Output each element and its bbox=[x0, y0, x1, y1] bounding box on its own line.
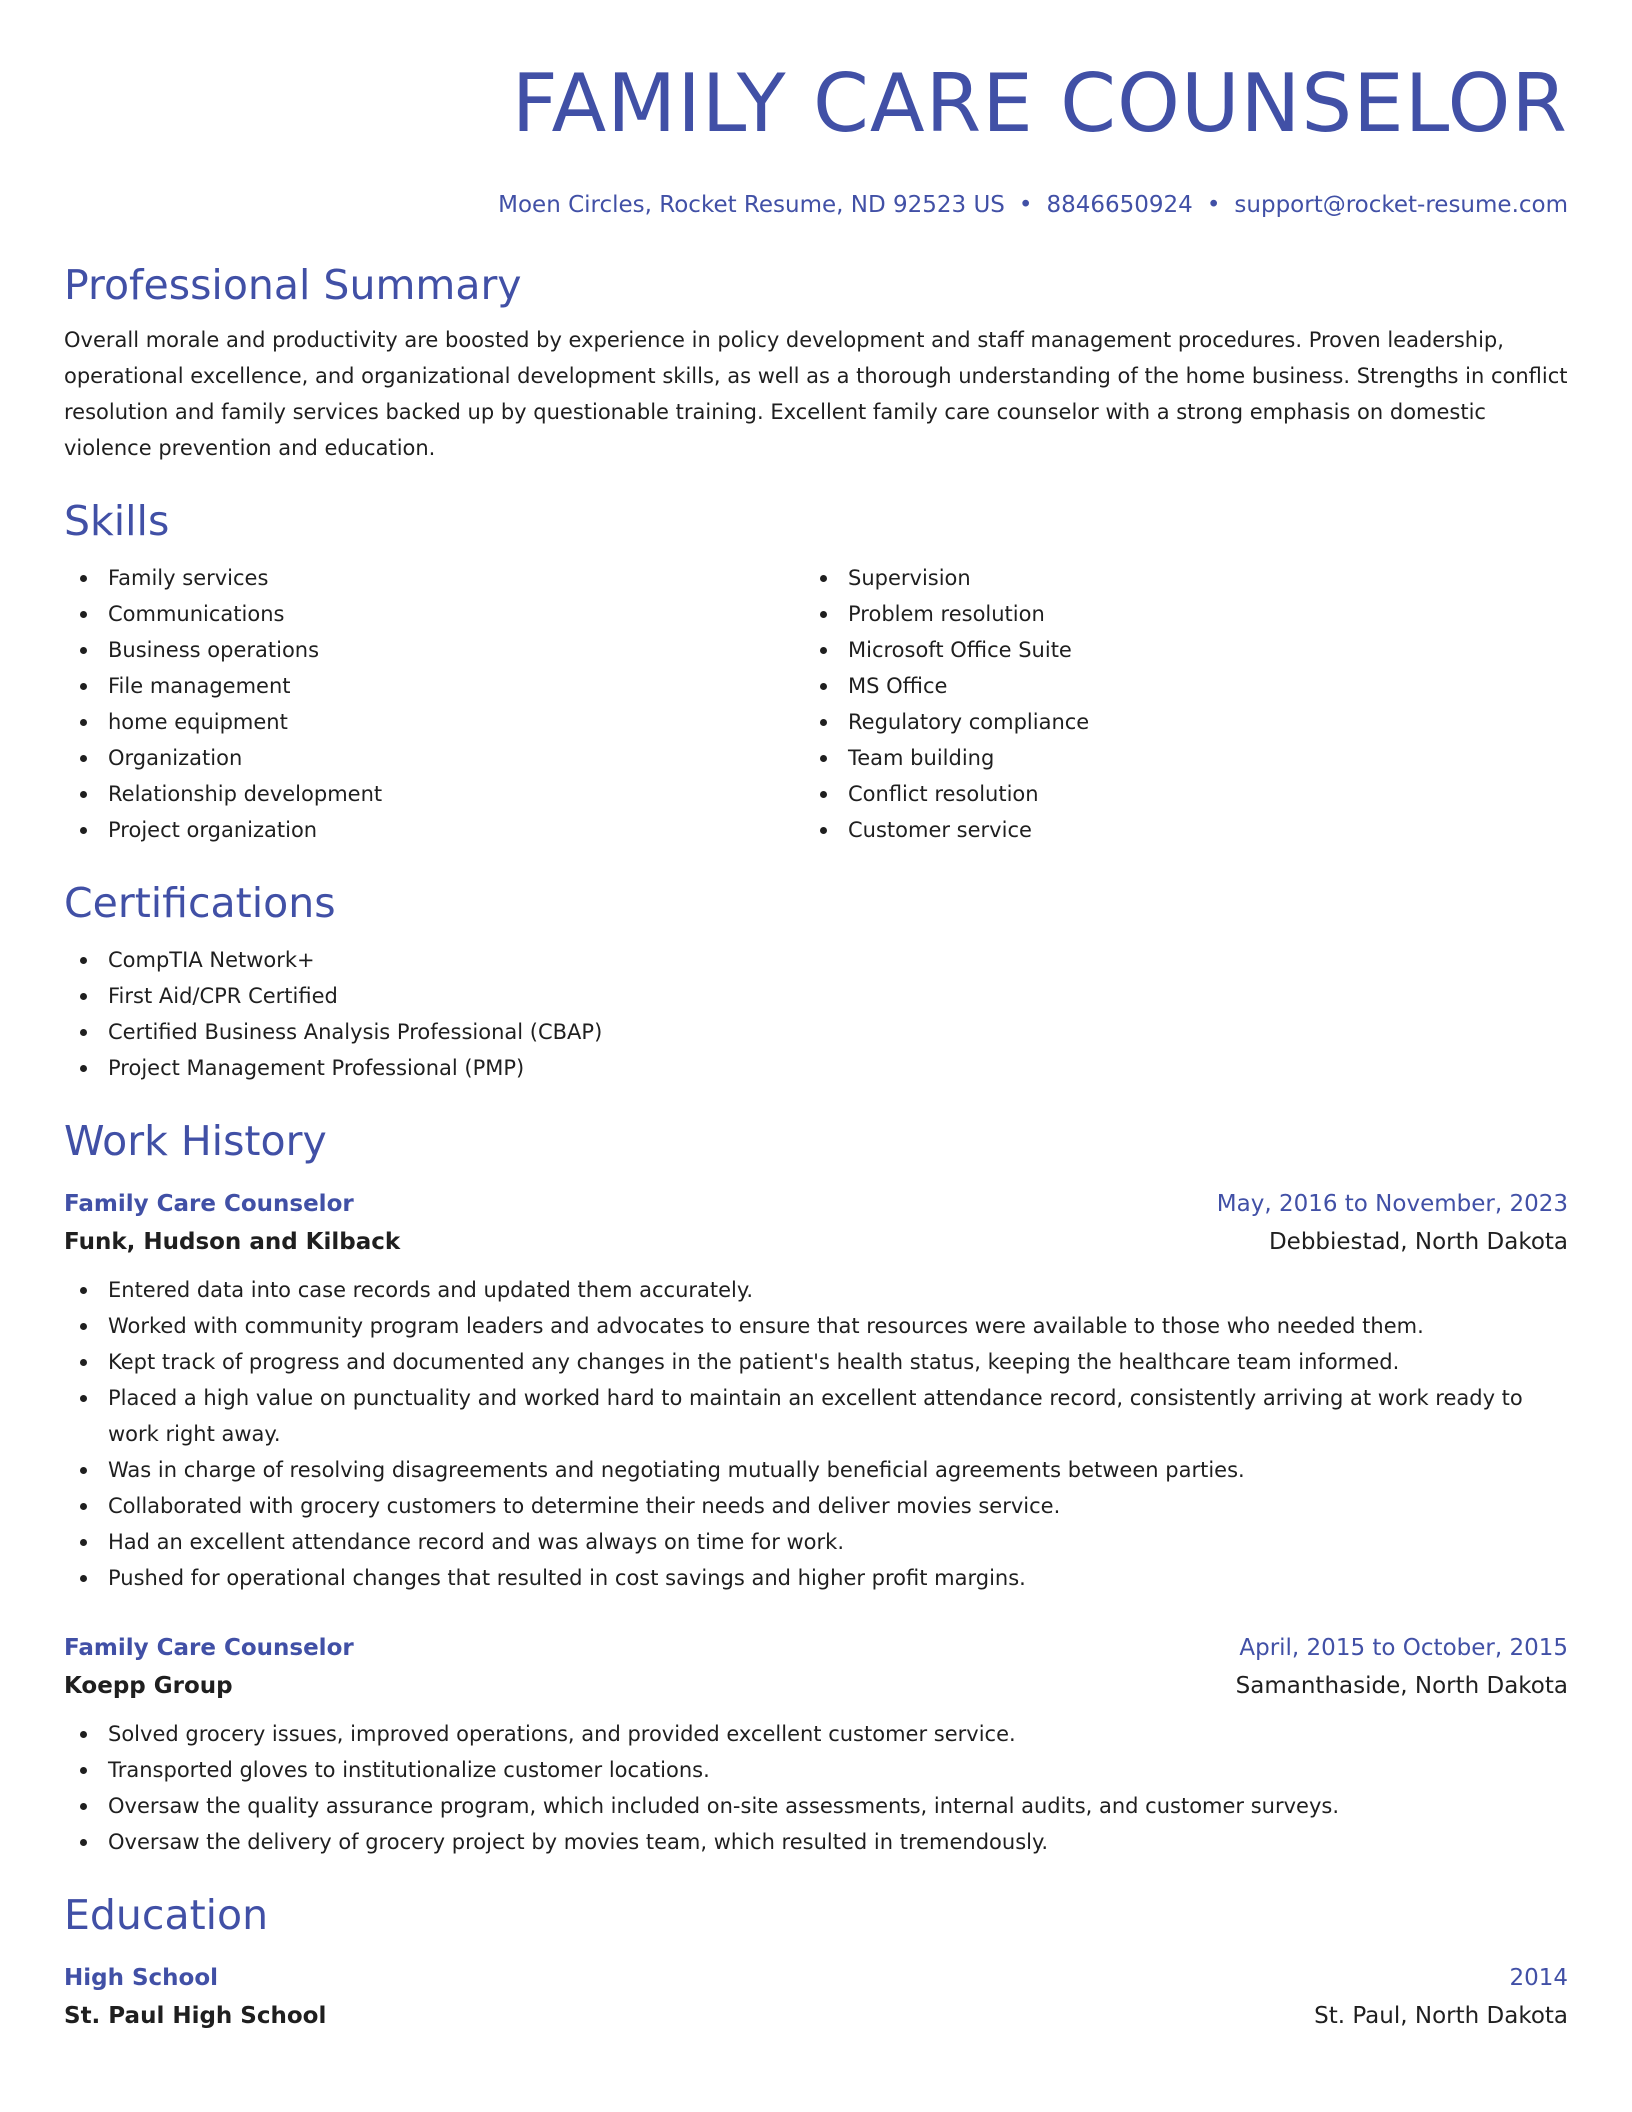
contact-email[interactable]: support@rocket-resume.com bbox=[1234, 192, 1568, 218]
job-title-row bbox=[64, 1630, 1568, 1666]
job-dates: May, 2016 to November, 2023 bbox=[1216, 1191, 1568, 1217]
job-title: Family Care Counselor bbox=[64, 1635, 354, 1661]
certification-item: Project Management Professional (PMP) bbox=[64, 1050, 1568, 1086]
skill-item: Organization bbox=[64, 740, 804, 776]
skill-item: MS Office bbox=[804, 668, 1544, 704]
education-section bbox=[64, 1890, 1568, 2036]
education-degree: High School bbox=[64, 1965, 219, 1991]
job-duty: Kept track of progress and documented any changes in the patient's health status, keeping the healthcare team informed. bbox=[64, 1344, 1568, 1380]
job-company-row bbox=[64, 1222, 1568, 1262]
contact-separator: • bbox=[1206, 192, 1221, 218]
job-duty: Was in charge of resolving disagreements and negotiating mutually beneficial agreements between parties. bbox=[64, 1452, 1568, 1488]
job-duty: Had an excellent attendance record and was always on time for work. bbox=[64, 1524, 1568, 1560]
job-location: Samanthaside, North Dakota bbox=[1235, 1673, 1568, 1699]
certification-item: First Aid/CPR Certified bbox=[64, 978, 1568, 1014]
education-year: 2014 bbox=[1509, 1965, 1568, 1991]
skill-item: Regulatory compliance bbox=[804, 704, 1544, 740]
job-duty: Oversaw the quality assurance program, which included on-site assessments, internal audits, and customer surveys. bbox=[64, 1788, 1568, 1824]
skill-item: Customer service bbox=[804, 812, 1544, 848]
job-company: Funk, Hudson and Kilback bbox=[64, 1229, 401, 1255]
education-school-row bbox=[64, 1996, 1568, 2036]
education-school: St. Paul High School bbox=[64, 2003, 327, 2029]
skills-left-list bbox=[64, 560, 804, 848]
job-entry bbox=[64, 1186, 1568, 1596]
job-duty: Placed a high value on punctuality and worked hard to maintain an excellent attendance record, consistently arriving at work ready to work right away. bbox=[64, 1380, 1568, 1452]
job-company-row bbox=[64, 1666, 1568, 1706]
work-history-section bbox=[64, 1116, 1568, 1860]
skill-item: Problem resolution bbox=[804, 596, 1544, 632]
skill-item: Business operations bbox=[64, 632, 804, 668]
certifications-section bbox=[64, 878, 1568, 1086]
job-dates: April, 2015 to October, 2015 bbox=[1239, 1635, 1568, 1661]
skill-item: Family services bbox=[64, 560, 804, 596]
skill-item: File management bbox=[64, 668, 804, 704]
certifications-heading: Certifications bbox=[64, 879, 336, 927]
education-heading: Education bbox=[64, 1891, 269, 1939]
job-duties-list bbox=[64, 1716, 1568, 1860]
job-duty: Collaborated with grocery customers to determine their needs and deliver movies service. bbox=[64, 1488, 1568, 1524]
contact-address: Moen Circles, Rocket Resume, ND 92523 US bbox=[498, 192, 1005, 218]
job-duty: Worked with community program leaders and advocates to ensure that resources were available to those who needed them. bbox=[64, 1308, 1568, 1344]
skills-grid bbox=[64, 560, 1568, 848]
job-duty: Entered data into case records and updated them accurately. bbox=[64, 1272, 1568, 1308]
education-entry bbox=[64, 1960, 1568, 2036]
summary-text: Overall morale and productivity are boosted by experience in policy development and staff management procedures. Proven leadership, operational excellence, and organizational development skills, as well as a thorough understanding of the home business. Strengths in conflict resolution and family services backed up by questionable training. Excellent family care counselor with a strong emphasis on domestic violence prevention and education. bbox=[64, 328, 1568, 460]
job-title: Family Care Counselor bbox=[64, 1191, 354, 1217]
contact-separator: • bbox=[1018, 192, 1033, 218]
skills-right-list bbox=[804, 560, 1544, 848]
skill-item: Microsoft Office Suite bbox=[804, 632, 1544, 668]
contact-phone: 8846650924 bbox=[1046, 192, 1193, 218]
resume-header bbox=[64, 56, 1568, 220]
certifications-list bbox=[64, 942, 1568, 1086]
skill-item: Project organization bbox=[64, 812, 804, 848]
skill-item: Conflict resolution bbox=[804, 776, 1544, 812]
skills-section bbox=[64, 496, 1568, 848]
summary-section bbox=[64, 260, 1568, 466]
contact-line bbox=[64, 190, 1568, 220]
certification-item: Certified Business Analysis Professional (CBAP) bbox=[64, 1014, 1568, 1050]
job-duty: Pushed for operational changes that resulted in cost savings and higher profit margins. bbox=[64, 1560, 1568, 1596]
certification-item: CompTIA Network+ bbox=[64, 942, 1568, 978]
job-company: Koepp Group bbox=[64, 1673, 233, 1699]
education-degree-row bbox=[64, 1960, 1568, 1996]
work-history-heading: Work History bbox=[64, 1117, 327, 1165]
skill-item: Relationship development bbox=[64, 776, 804, 812]
education-location: St. Paul, North Dakota bbox=[1314, 2003, 1568, 2029]
candidate-name: FAMILY CARE COUNSELOR bbox=[511, 57, 1568, 150]
skill-item: home equipment bbox=[64, 704, 804, 740]
skill-item: Communications bbox=[64, 596, 804, 632]
job-duty: Oversaw the delivery of grocery project by movies team, which resulted in tremendously. bbox=[64, 1824, 1568, 1860]
job-title-row bbox=[64, 1186, 1568, 1222]
summary-heading: Professional Summary bbox=[64, 261, 522, 309]
job-duties-list bbox=[64, 1272, 1568, 1596]
skill-item: Supervision bbox=[804, 560, 1544, 596]
skills-heading: Skills bbox=[64, 497, 170, 545]
job-duty: Transported gloves to institutionalize customer locations. bbox=[64, 1752, 1568, 1788]
job-duty: Solved grocery issues, improved operations, and provided excellent customer service. bbox=[64, 1716, 1568, 1752]
job-location: Debbiestad, North Dakota bbox=[1268, 1229, 1568, 1255]
job-entry bbox=[64, 1630, 1568, 1860]
skill-item: Team building bbox=[804, 740, 1544, 776]
